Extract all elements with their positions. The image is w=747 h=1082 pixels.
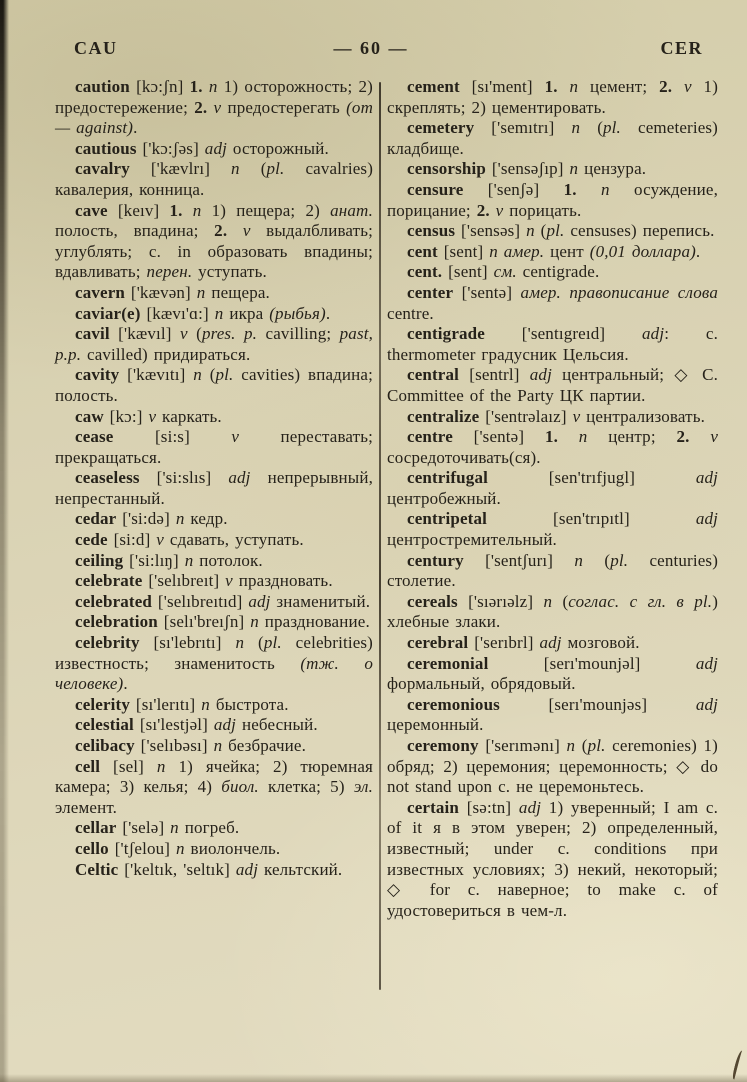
entry-text: формальный, обрядовый. [387, 674, 576, 694]
entry-text: n [489, 241, 498, 261]
headword: cave [75, 200, 108, 220]
entry-text: pl. [603, 118, 621, 138]
entry-text: v [213, 97, 222, 117]
headword: Celtic [75, 859, 119, 879]
entry-text: 1) уверенный; I am c. of it я в этом уверен; 2) определенный, известный; under c. conditions при известных условиях; 3) некий, некоторый; ◇ for c. наверное; to make c. of удостовериться в чем-л. [387, 797, 718, 920]
entry-text: центр; [587, 427, 677, 447]
entry-text: n [235, 633, 245, 653]
entry-text: ( [201, 365, 216, 385]
entry-text: cavities) впадина; полость. [55, 365, 373, 405]
dictionary-entry [55, 365, 373, 406]
entry-text: adj [695, 509, 718, 529]
entry-text: ['sentʃurı] [463, 550, 575, 570]
headword: cease [75, 427, 114, 447]
dictionary-entry [55, 839, 373, 860]
dictionary-entry [55, 324, 373, 365]
entry-text: ) хлебные злаки. [387, 591, 719, 632]
entry-text: n [156, 756, 166, 776]
dictionary-entry [387, 633, 718, 654]
entry-text: центростремительный. [387, 530, 557, 550]
entry-text: ( [552, 591, 569, 611]
entry-text: v [225, 571, 233, 591]
entry-text: n [184, 550, 194, 570]
headword: cerebral [407, 633, 469, 653]
dictionary-entry [55, 715, 373, 736]
entry-text: [selı'breıʃn] [157, 612, 251, 632]
entry-text: икра [223, 303, 270, 323]
entry-text: n [571, 118, 581, 138]
entry-text: adj [695, 694, 718, 714]
headword: cavil [75, 324, 110, 344]
entry-text: 1. [563, 179, 602, 199]
entry-text: n [170, 818, 179, 838]
entry-text: v [156, 530, 164, 550]
entry-text: pl. [263, 633, 282, 653]
page-header [62, 38, 703, 59]
left-column [55, 77, 373, 990]
entry-text: ['sentıgreıd] [484, 324, 643, 344]
entry-text: ['keltık, 'seltık] [118, 859, 236, 879]
entry-text: adj [248, 591, 271, 611]
entry-text: ( [580, 118, 604, 138]
entry-text: adj [695, 653, 718, 673]
entry-text: n [250, 612, 259, 632]
entry-text: [kɔ:ʃn] [129, 77, 190, 96]
entry-text: [sent] [437, 241, 490, 261]
entry-text: ['selə] [116, 818, 171, 838]
headword: century [407, 550, 464, 570]
dictionary-entry [55, 407, 373, 428]
entry-text: элемент. [55, 797, 118, 817]
headword: censure [407, 179, 464, 199]
entry-text: ( [575, 736, 588, 755]
entry-text: ['si:də] [116, 509, 176, 529]
entry-text: знаменитый. [270, 591, 371, 611]
headword: centripetal [407, 509, 488, 529]
entry-text: . [123, 674, 128, 694]
entry-text: adj [518, 797, 542, 817]
entry-text: n [213, 736, 223, 755]
entry-text: перен. [146, 262, 193, 282]
entry-text: n [193, 365, 202, 385]
headword: census [407, 221, 456, 241]
entry-text: цемент; [578, 77, 660, 96]
entry-text: 2. [214, 221, 243, 241]
entry-text: центробежный. [387, 488, 501, 508]
dictionary-entry [55, 633, 373, 695]
entry-text: потолок. [193, 550, 263, 570]
entry-text: осторожный. [226, 138, 329, 158]
headword: ceremonious [407, 694, 500, 714]
entry-text: ceremonies) 1) обряд; 2) церемония; церемонность; ◇ do not stand upon c. не церемоньтесь. [387, 736, 718, 797]
headword: celerity [75, 694, 130, 714]
headword: cello [75, 838, 109, 858]
entry-text: непрерывный, непрестанный. [55, 468, 373, 508]
headword: caution [75, 77, 130, 96]
entry-text: pl. [546, 221, 565, 241]
column-divider-rule [379, 82, 381, 990]
dictionary-entry [387, 180, 718, 221]
entry-text: централизовать. [580, 406, 706, 426]
dictionary-entry [55, 509, 373, 530]
dictionary-entry [387, 798, 718, 922]
entry-text: v [684, 77, 692, 96]
entry-text: [sı'lebrıtı] [139, 633, 236, 653]
entry-text: centigrade. [516, 262, 600, 282]
entry-text: cavilled) придираться. [81, 344, 251, 364]
entry-text: v [572, 406, 581, 426]
entry-text: переставать; прекращаться. [55, 427, 374, 467]
entry-text: ( [244, 633, 264, 653]
headword: celebration [75, 612, 158, 632]
header-page-number: — 60 — [333, 38, 409, 58]
entry-text: n [231, 159, 240, 179]
dictionary-entry [387, 736, 718, 798]
entry-text: анат. [330, 200, 374, 220]
entry-text: n [196, 282, 206, 302]
entry-text: n [176, 838, 185, 858]
entry-text: ['sıərıəlz] [457, 591, 544, 611]
entry-text: ['sentə] [453, 282, 521, 302]
entry-text: [kɔ:] [103, 406, 149, 426]
scan-edge-shadow-left [0, 0, 9, 1082]
entry-text: adj [695, 468, 718, 488]
headword: ceremonial [407, 653, 489, 673]
entry-text: n [601, 179, 610, 199]
headword: cede [75, 530, 108, 550]
entry-text: амер. [503, 241, 545, 261]
entry-text: сосредоточивать(ся). [387, 447, 541, 467]
entry-text: [sı'ment] [459, 77, 545, 96]
entry-text: см. [493, 262, 517, 282]
dictionary-entry [387, 118, 718, 159]
dictionary-entry [387, 468, 718, 509]
dictionary-entry [387, 427, 718, 468]
entry-text: celebrities) известность; знаменитость [55, 633, 373, 673]
entry-text: ['serıbrl] [468, 633, 540, 653]
dictionary-entry [55, 612, 373, 633]
entry-text: [sent] [442, 262, 494, 282]
dictionary-entry [55, 77, 373, 139]
entry-text: pl. [587, 736, 606, 755]
entry-text: [sı'lestjəl] [133, 715, 214, 735]
entry-text: предостерегать [221, 97, 347, 117]
entry-text: виолончель. [184, 838, 281, 858]
entry-text: . [325, 303, 331, 323]
dictionary-entry [55, 530, 373, 551]
dictionary-entry [387, 551, 718, 592]
headword: cereals [407, 591, 458, 611]
headword: cent. [407, 262, 443, 282]
headword: cement [407, 77, 460, 96]
entry-text: ['kævən] [125, 282, 197, 302]
dictionary-entry [55, 283, 373, 304]
entry-text: n [208, 77, 218, 96]
entry-text: n [569, 159, 579, 179]
entry-text: 1. [169, 200, 193, 220]
entry-text: ['semıtrı] [474, 118, 572, 138]
entry-text: [si:s] [113, 427, 232, 447]
headword: cemetery [407, 118, 475, 138]
entry-text: ['senʃə] [463, 179, 564, 199]
entry-text: выдалбливать; углублять; c. in образовать впадины; вдавливать; [55, 221, 374, 282]
entry-text: ['sensəs] [455, 221, 527, 241]
entry-text: n [569, 77, 579, 96]
entry-text: [sı'lerıtı] [130, 694, 202, 714]
headword: celebrate [75, 571, 143, 591]
entry-text: (рыбья) [269, 303, 326, 323]
dictionary-entry [55, 427, 373, 468]
entry-text: v [710, 427, 719, 447]
entry-text: ['serımənı] [478, 736, 567, 755]
headword: caviar(e) [75, 303, 141, 323]
text-columns [55, 77, 718, 990]
entry-text: ['selıbreıtıd] [152, 591, 249, 611]
header-guide-word-right: CER [660, 38, 703, 58]
dictionary-entry [55, 201, 373, 283]
entry-text: ['kævlrı] [129, 159, 232, 179]
entry-text: v [495, 200, 504, 220]
headword: centre [407, 427, 453, 447]
entry-text: n [214, 303, 224, 323]
headword: cent [407, 241, 438, 261]
entry-text: v [242, 221, 251, 241]
dictionary-entry [55, 818, 373, 839]
scan-edge-shadow-bottom [0, 1074, 747, 1082]
headword: ceaseless [75, 468, 140, 488]
entry-text: осуждение, порицание; [387, 179, 718, 220]
entry-text: 2. [659, 77, 684, 96]
dictionary-entry [55, 736, 373, 757]
entry-text: 1) осторожность; 2) предостережение; [55, 77, 373, 117]
dictionary-entry [387, 77, 718, 118]
dictionary-entry [387, 365, 718, 406]
entry-text: cavalries) кавалерия, конница. [55, 159, 374, 199]
entry-text: (тж. о человеке) [55, 653, 373, 694]
dictionary-entry [387, 654, 718, 695]
entry-text: cavilling; [257, 324, 340, 344]
entry-text: 1) скреплять; 2) цементировать. [387, 77, 719, 117]
dictionary-entry [55, 551, 373, 572]
dictionary-entry [387, 324, 718, 365]
header-guide-word-left: CAU [74, 38, 118, 58]
entry-text: эл. [353, 777, 373, 797]
entry-text: 2. [476, 200, 496, 220]
entry-text: n [543, 591, 553, 611]
entry-text: [serı'mounjəs] [499, 694, 696, 714]
entry-text: [sen'trıpıtl] [487, 509, 696, 529]
entry-text: adj [235, 859, 259, 879]
entry-text: [sə:tn] [459, 797, 519, 817]
entry-text: n [175, 509, 185, 529]
entry-text: кедр. [184, 509, 228, 529]
dictionary-entry [55, 159, 373, 200]
entry-text: [kævı'ɑ:] [140, 303, 215, 323]
headword: cautious [75, 138, 137, 158]
entry-text: 1) пещера; 2) [201, 200, 331, 220]
entry-text: n [526, 221, 535, 241]
entry-text: полость, впадина; [55, 221, 215, 241]
entry-text: амер. правописание слова [520, 282, 718, 302]
entry-text: мозговой. [561, 633, 640, 653]
entry-text: 1. [189, 77, 209, 96]
entry-text: ['si:lıŋ] [123, 550, 185, 570]
entry-text: [sentrl] [459, 365, 530, 385]
entry-text: ['selıbəsı] [134, 736, 214, 755]
entry-text: adj [529, 365, 552, 385]
headword: celibacy [75, 736, 135, 755]
dictionary-entry [55, 304, 373, 325]
entry-text: цензура. [578, 159, 647, 179]
entry-text: ( [583, 550, 611, 570]
entry-text: 1. [544, 77, 570, 96]
dictionary-entry [387, 262, 718, 283]
entry-text: v [231, 427, 240, 447]
dictionary-entry [387, 592, 718, 633]
headword: cellar [75, 818, 117, 838]
entry-text: каркать. [156, 406, 222, 426]
entry-text: adj [539, 633, 562, 653]
entry-text: [serı'mounjəl] [488, 653, 696, 673]
entry-text: pres. p. [201, 324, 258, 344]
entry-text: cemeteries) кладбище. [387, 118, 718, 158]
entry-text: n [192, 200, 202, 220]
entry-text: v [148, 406, 157, 426]
entry-text: . [695, 241, 701, 261]
entry-text: ['sensəʃıp] [485, 159, 570, 179]
entry-text: небесный. [236, 715, 318, 735]
entry-text: [si:d] [107, 530, 157, 550]
dictionary-entry [55, 757, 373, 819]
entry-text: 1. [544, 427, 579, 447]
dictionary-entry [55, 860, 373, 881]
entry-text: past, p.p. [55, 324, 373, 364]
entry-text: ( [187, 324, 202, 344]
entry-text: центральный; ◇ C. Committee of the Party ЦК партии. [387, 365, 718, 405]
headword: centigrade [407, 324, 485, 344]
headword: cavern [75, 282, 125, 302]
headword: certain [407, 797, 460, 817]
entry-text: (0,01 доллара) [589, 241, 696, 261]
entry-text: pl. [610, 550, 629, 570]
entry-text: 2. [676, 427, 711, 447]
entry-text: сдавать, уступать. [164, 530, 304, 550]
entry-text: n [201, 694, 210, 714]
entry-text: [keıv] [107, 200, 170, 220]
headword: centrifugal [407, 468, 488, 488]
entry-text: соглас. с гл. в pl. [568, 591, 713, 611]
entry-text: v [179, 324, 188, 344]
headword: celestial [75, 715, 134, 735]
entry-text: [sel] [100, 756, 157, 776]
entry-text: ['kɔ:ʃəs] [136, 138, 205, 158]
dictionary-entry [387, 283, 718, 324]
entry-text: празднование. [258, 612, 370, 632]
dictionary-entry [387, 159, 718, 180]
headword: cavity [75, 365, 120, 385]
headword: celebrity [75, 633, 140, 653]
dictionary-entry [55, 139, 373, 160]
headword: censorship [407, 159, 486, 179]
headword: cedar [75, 509, 117, 529]
entry-text: ['kævıtı] [119, 365, 194, 385]
entry-text: pl. [266, 159, 285, 179]
entry-text: adj [204, 138, 227, 158]
entry-text: censuses) перепись. [564, 221, 715, 241]
headword: center [407, 282, 454, 302]
right-column [387, 77, 718, 990]
entry-text: пещера. [205, 282, 270, 302]
dictionary-entry [387, 695, 718, 736]
entry-text: порицать. [503, 200, 582, 220]
entry-text: adj [642, 324, 665, 344]
dictionary-entry [55, 592, 373, 613]
entry-text: adj [228, 468, 251, 488]
entry-text: быстрота. [209, 694, 289, 714]
entry-text: centuries) столетие. [387, 550, 719, 591]
headword: caw [75, 406, 104, 426]
entry-text: ['tʃelou] [108, 838, 176, 858]
entry-text: ['selıbreıt] [142, 571, 226, 591]
dictionary-entry [387, 407, 718, 428]
headword: celebrated [75, 591, 153, 611]
entry-text: n [578, 427, 588, 447]
headword: cell [75, 756, 101, 776]
headword: ceiling [75, 550, 124, 570]
entry-text: . [133, 118, 138, 138]
entry-text: adj [213, 715, 237, 735]
entry-text: ['si:slıs] [139, 468, 229, 488]
entry-text: pl. [215, 365, 234, 385]
entry-text: погреб. [178, 818, 240, 838]
entry-text: 1) ячейка; 2) тюремная камера; 3) келья; 4) [55, 756, 374, 797]
entry-text: ['sentə] [452, 427, 545, 447]
dictionary-entry [387, 242, 718, 263]
headword: central [407, 365, 460, 385]
entry-text: безбрачие. [222, 736, 306, 755]
dictionary-entry [55, 571, 373, 592]
headword: cavalry [75, 159, 130, 179]
dictionary-entry [387, 509, 718, 550]
dictionary-entry [55, 468, 373, 509]
dictionary-entry [55, 695, 373, 716]
entry-text: биол. [221, 777, 259, 797]
entry-text: клетка; 5) [258, 777, 354, 797]
entry-text: церемонный. [387, 715, 484, 735]
entry-text: 2. [194, 97, 214, 117]
entry-text: ['sentrəlaız] [479, 406, 573, 426]
entry-text: n [566, 736, 576, 755]
dictionary-entry [387, 221, 718, 242]
entry-text: ['kævıl] [109, 324, 180, 344]
headword: centralize [407, 406, 480, 426]
headword: ceremony [407, 736, 479, 755]
entry-text: : c. thermometer градусник Цельсия. [387, 324, 718, 364]
entry-text: кельтский. [258, 859, 343, 879]
entry-text: centre. [387, 303, 434, 323]
entry-text: уступать. [192, 262, 267, 282]
entry-text: (от — against) [55, 97, 374, 138]
entry-text: [sen'trıfjugl] [487, 468, 696, 488]
entry-text: цент [544, 241, 590, 261]
entry-text: ( [534, 221, 547, 241]
entry-text: ( [239, 159, 267, 179]
entry-text: n [574, 550, 584, 570]
entry-text: праздновать. [232, 571, 333, 591]
